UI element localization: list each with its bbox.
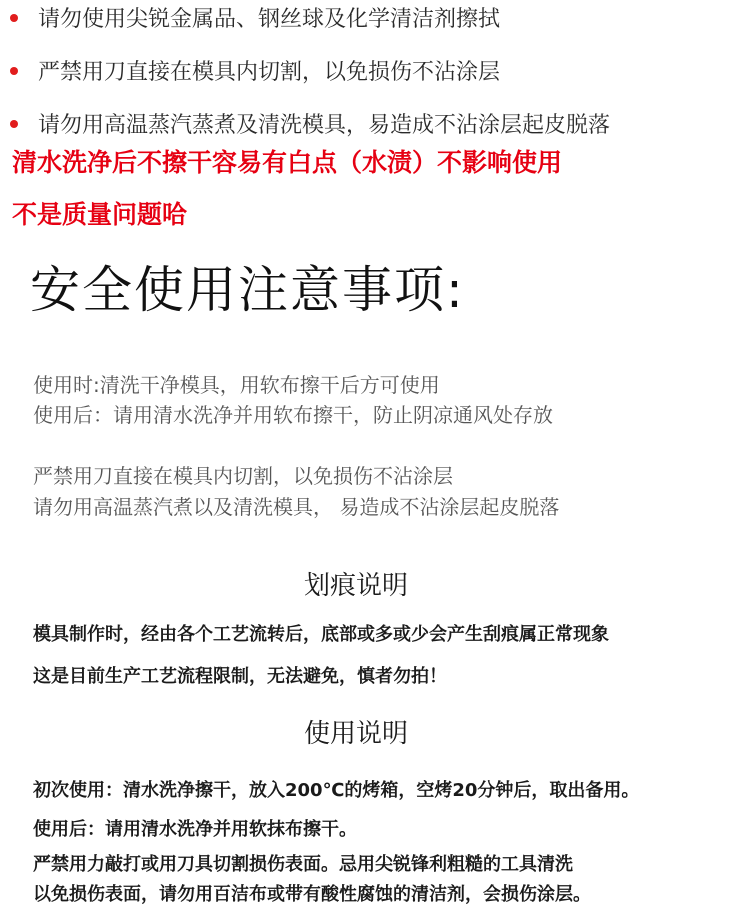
bullet-dot-icon	[10, 67, 18, 75]
usage-line: 以免损伤表面，请勿用百洁布或带有酸性腐蚀的清洁剂，会损伤涂层。	[33, 884, 591, 905]
red-notice-line: 清水洗净后不擦干容易有白点（水渍）不影响使用	[12, 148, 563, 177]
page-title: 安全使用注意事项:	[30, 261, 465, 319]
warning-text: 请勿用高温蒸汽蒸煮及清洗模具，易造成不沾涂层起皮脱落	[38, 113, 611, 138]
safety-line: 使用时:清洗干净模具，用软布擦干后方可使用	[33, 373, 440, 397]
warning-item	[10, 108, 610, 139]
scratch-line: 模具制作时，经由各个工艺流转后，底部或多或少会产生刮痕属正常现象	[33, 624, 609, 645]
safety-line: 使用后：请用清水洗净并用软布擦干，防止阴凉通风处存放	[33, 403, 553, 427]
bullet-dot-icon	[10, 14, 18, 22]
safety-line: 严禁用刀直接在模具内切割，以免损伤不沾涂层	[33, 464, 453, 488]
warning-text: 请勿使用尖锐金属品、钢丝球及化学清洁剂擦拭	[38, 7, 501, 32]
red-notice-line: 不是质量问题哈	[12, 200, 188, 229]
safety-line: 请勿用高温蒸汽煮以及清洗模具， 易造成不沾涂层起皮脱落	[33, 495, 560, 519]
warning-text: 严禁用刀直接在模具内切割，以免损伤不沾涂层	[38, 60, 501, 85]
usage-line: 初次使用：清水洗净擦干，放入200℃的烤箱，空烤20分钟后，取出备用。	[33, 780, 640, 801]
warning-item	[10, 55, 500, 86]
warning-item	[10, 2, 500, 33]
scratch-line: 这是目前生产工艺流程限制，无法避免，慎者勿拍！	[33, 666, 447, 687]
scratch-heading: 划痕说明	[303, 571, 408, 601]
usage-heading: 使用说明	[303, 719, 408, 749]
usage-line: 使用后：请用清水洗净并用软抹布擦干。	[33, 819, 357, 840]
usage-line: 严禁用力敲打或用刀具切割损伤表面。忌用尖锐锋利粗糙的工具清洗	[33, 854, 573, 875]
bullet-dot-icon	[10, 120, 18, 128]
